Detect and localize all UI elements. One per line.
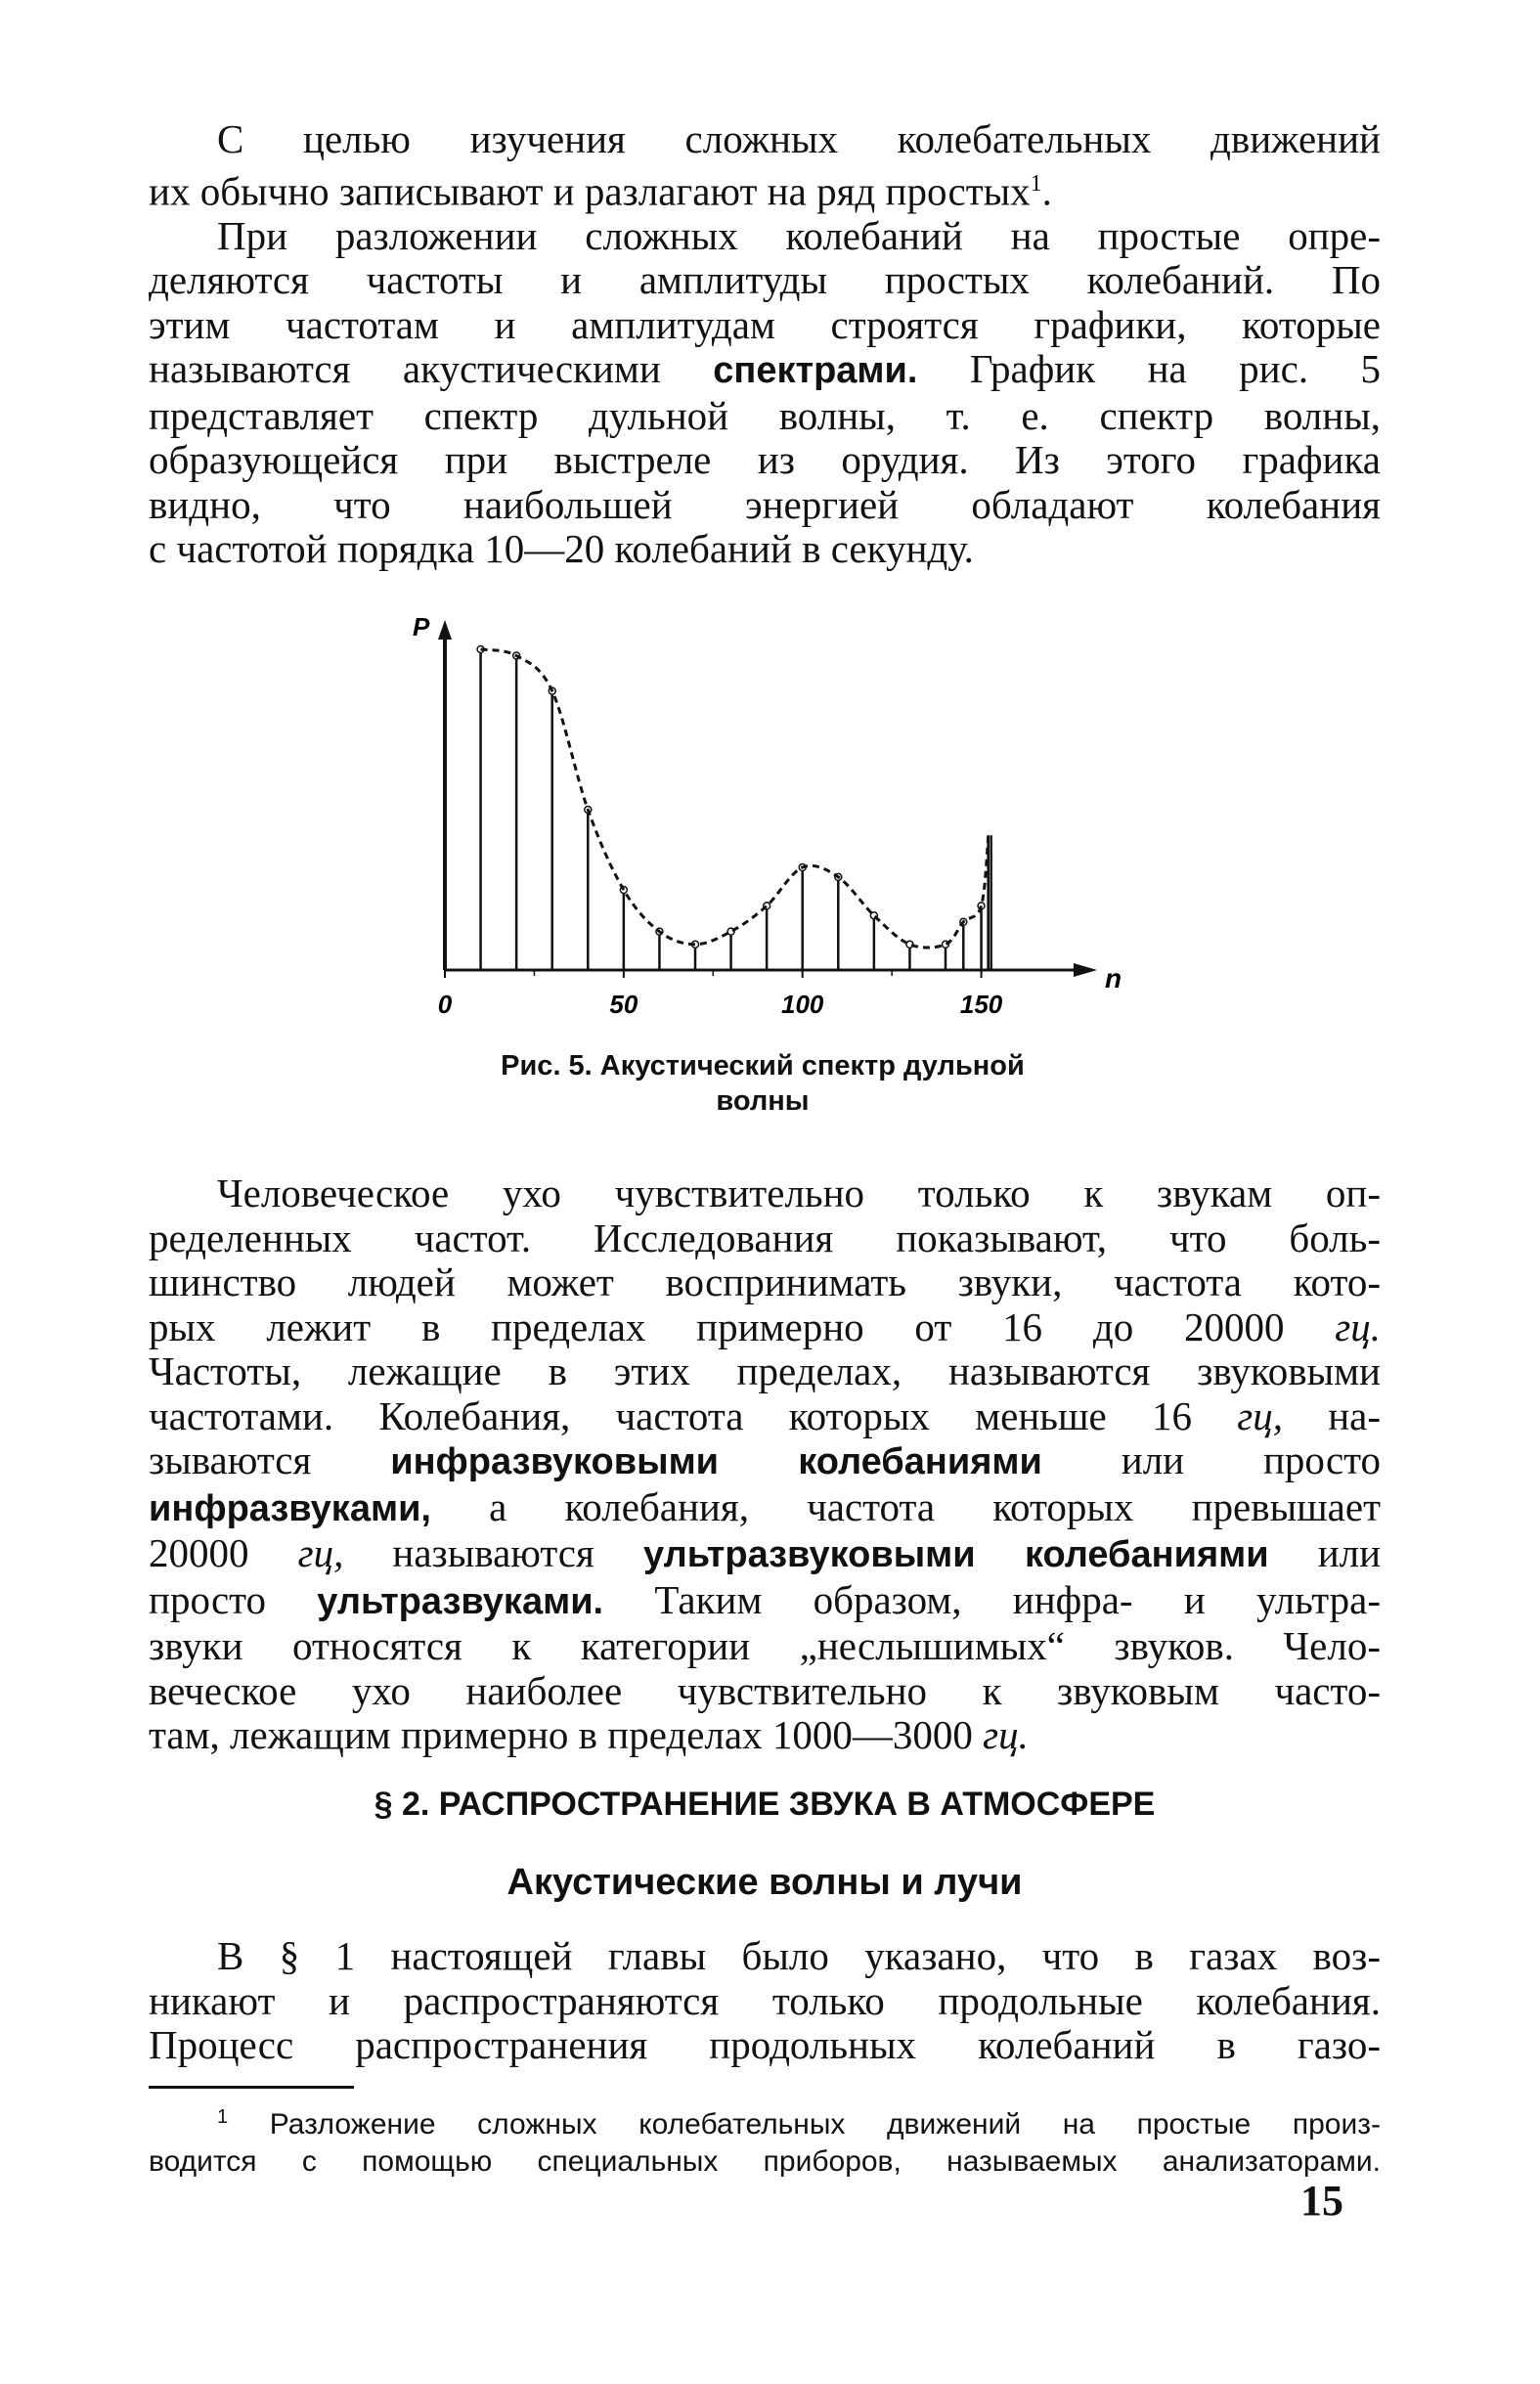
text-line: С целью изучения сложных колебательных движений <box>217 116 1381 161</box>
x-axis-arrow <box>1074 963 1097 977</box>
text-line: звуки относятся к категории „неслышимых“ звуков. Чело- <box>149 1623 1381 1668</box>
text-line: частотами. Колебания, частота которых меньше 16 гц, на- <box>149 1392 1381 1438</box>
text-line: инфразвуками, а колебания, частота которых превышает <box>149 1483 1381 1529</box>
text-line: зываются инфразвуковыми колебаниями или просто <box>149 1437 1382 1482</box>
text-line: просто ультразвуками. Таким образом, инфра- и ультра- <box>149 1576 1382 1622</box>
paragraph-1 <box>149 117 1381 572</box>
term-spectra: спектрами. <box>713 350 918 392</box>
caption-line: Рис. 5. Акустический спектр дульной <box>501 1050 1025 1082</box>
paragraph-3 <box>149 1934 1381 2068</box>
text-line: называются акустическими спектрами. График на рис. 5 <box>149 346 1382 392</box>
footnote-rule <box>149 2086 354 2089</box>
term-ultrasound: ультразвуками. <box>317 1580 604 1622</box>
text-line: представляет спектр дульной волны, т. е. спектр волны, <box>149 392 1381 438</box>
section-heading: § 2. РАСПРОСТРАНЕНИЕ ЗВУКА В АТМОСФЕРЕ <box>374 1786 1156 1823</box>
text-line: этим частотам и амплитудам строятся графики, которые <box>149 301 1381 347</box>
text-line: веческое ухо наиболее чувствительно к звуковым часто- <box>149 1667 1381 1713</box>
text-line: ределенных частот. Исследования показывают, что боль- <box>149 1214 1381 1260</box>
text-line: там, лежащим примерно в пределах 1000—3000 гц. <box>149 1712 1029 1757</box>
x-tick-label: 0 <box>437 990 453 1019</box>
text-line: Человеческое ухо чувствительно только к звукам оп- <box>217 1170 1381 1215</box>
text-line: никают и распространяются только продольные колебания. <box>149 1977 1381 2023</box>
spectrum-chart <box>401 606 1164 1037</box>
unit-hz: гц. <box>983 1712 1029 1757</box>
footnote-mark: 1 <box>217 2106 229 2128</box>
unit-hz: гц, <box>1237 1392 1283 1438</box>
y-axis-label: P <box>413 612 430 641</box>
text-line: В § 1 настоящей главы было указано, что в газах воз- <box>217 1933 1381 1978</box>
paragraph-2 <box>149 1171 1381 1758</box>
text-line: 20000 гц, называются ультразвуковыми колебаниями или <box>149 1530 1382 1575</box>
text-line: рых лежит в пределах примерно от 16 до 20000 гц. <box>149 1303 1381 1349</box>
unit-hz: гц. <box>1335 1303 1381 1349</box>
x-tick-label: 100 <box>781 990 824 1019</box>
unit-hz: гц, <box>297 1530 344 1575</box>
text-line: деляются частоты и амплитуды простых колебаний. По <box>149 257 1381 303</box>
figure-caption <box>420 1048 1105 1119</box>
footnote <box>149 2098 1381 2181</box>
caption-line: волны <box>716 1085 810 1117</box>
spectrum-envelope <box>481 649 989 948</box>
text-line: с частотой порядка 10—20 колебаний в секунду. <box>149 526 974 572</box>
term-ultrasonic: ультразвуковыми колебаниями <box>642 1534 1269 1575</box>
footnote-line: водится с помощью специальных приборов, называемых анализаторами. <box>149 2145 1381 2178</box>
text-line: Процесс распространения продольных колебаний в газо- <box>149 2022 1381 2067</box>
term-infrasonic: инфразвуковыми колебаниями <box>390 1441 1042 1482</box>
text-line: видно, что наибольшей энергией обладают колебания <box>149 481 1381 527</box>
text-line: При разложении сложных колебаний на простые опре- <box>217 212 1381 258</box>
y-axis-arrow <box>438 620 452 640</box>
page-number: 15 <box>1300 2177 1343 2225</box>
footnote-line: $^1$ Разложение сложных колебательных движений на простые произ- <box>217 2106 1381 2141</box>
text-line: образующейся при выстреле из орудия. Из этого графика <box>149 437 1381 483</box>
footnote-mark: 1 <box>1030 170 1042 197</box>
text-line: их обычно записывают и разлагают на ряд простых$^1$. <box>149 168 1052 214</box>
x-tick-label: 150 <box>959 990 1003 1019</box>
term-infrasound: инфразвуками, <box>149 1487 431 1529</box>
x-tick-label: 50 <box>609 990 638 1019</box>
subheading: Акустические волны и лучи <box>506 1862 1023 1903</box>
text-line: Частоты, лежащие в этих пределах, называются звуковыми <box>149 1348 1381 1393</box>
text-line: шинство людей может воспринимать звуки, частота кото- <box>149 1259 1381 1304</box>
x-axis-label: n <box>1105 963 1122 993</box>
